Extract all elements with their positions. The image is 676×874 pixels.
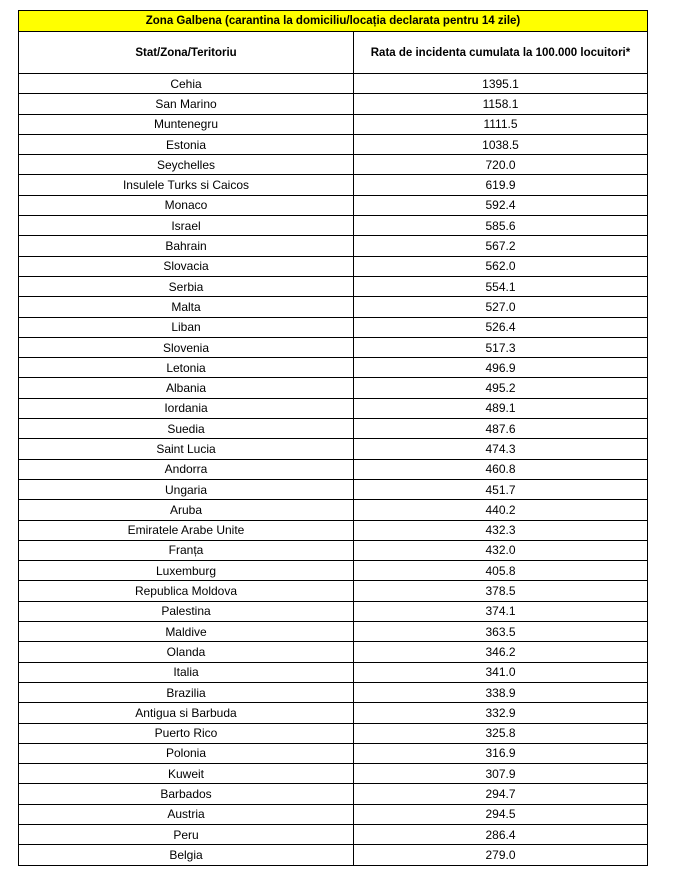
- country-cell: Emiratele Arabe Unite: [19, 520, 354, 540]
- table-row: [19, 804, 648, 824]
- column-header-country: Stat/Zona/Teritoriu: [19, 32, 354, 74]
- country-cell: San Marino: [19, 94, 354, 114]
- country-cell: Belgia: [19, 845, 354, 865]
- incidence-rate-cell: 286.4: [354, 824, 648, 844]
- incidence-rate-cell: 378.5: [354, 581, 648, 601]
- incidence-rate-cell: 374.1: [354, 601, 648, 621]
- incidence-rate-cell: 440.2: [354, 500, 648, 520]
- country-cell: Slovacia: [19, 256, 354, 276]
- incidence-rate-cell: 592.4: [354, 195, 648, 215]
- incidence-rate-cell: 405.8: [354, 561, 648, 581]
- table-row: [19, 459, 648, 479]
- table-row: [19, 114, 648, 134]
- incidence-rate-cell: 316.9: [354, 743, 648, 763]
- table-row: [19, 662, 648, 682]
- incidence-rate-cell: 1111.5: [354, 114, 648, 134]
- incidence-rate-cell: 554.1: [354, 276, 648, 296]
- incidence-rate-cell: 460.8: [354, 459, 648, 479]
- country-cell: Antigua si Barbuda: [19, 703, 354, 723]
- incidence-rate-cell: 432.3: [354, 520, 648, 540]
- table-title: Zona Galbena (carantina la domiciliu/locația declarata pentru 14 zile): [19, 11, 648, 32]
- table-row: [19, 419, 648, 439]
- table-row: [19, 256, 648, 276]
- country-cell: Malta: [19, 297, 354, 317]
- incidence-rate-cell: 432.0: [354, 540, 648, 560]
- incidence-rate-cell: 720.0: [354, 155, 648, 175]
- country-cell: Franța: [19, 540, 354, 560]
- table-row: [19, 297, 648, 317]
- country-cell: Polonia: [19, 743, 354, 763]
- country-cell: Olanda: [19, 642, 354, 662]
- incidence-rate-cell: 585.6: [354, 216, 648, 236]
- country-cell: Bahrain: [19, 236, 354, 256]
- table-row: [19, 561, 648, 581]
- yellow-zone-table: [18, 10, 648, 866]
- table-row: [19, 276, 648, 296]
- incidence-rate-cell: 332.9: [354, 703, 648, 723]
- table-row: [19, 317, 648, 337]
- incidence-rate-cell: 495.2: [354, 378, 648, 398]
- country-cell: Puerto Rico: [19, 723, 354, 743]
- table-row: [19, 216, 648, 236]
- table-row: [19, 74, 648, 94]
- country-cell: Serbia: [19, 276, 354, 296]
- country-cell: Muntenegru: [19, 114, 354, 134]
- country-cell: Suedia: [19, 419, 354, 439]
- country-cell: Seychelles: [19, 155, 354, 175]
- country-cell: Peru: [19, 824, 354, 844]
- country-cell: Maldive: [19, 622, 354, 642]
- country-cell: Monaco: [19, 195, 354, 215]
- incidence-rate-cell: 526.4: [354, 317, 648, 337]
- table-row: [19, 378, 648, 398]
- country-cell: Andorra: [19, 459, 354, 479]
- country-cell: Saint Lucia: [19, 439, 354, 459]
- incidence-rate-cell: 307.9: [354, 764, 648, 784]
- table-row: [19, 824, 648, 844]
- table-row: [19, 155, 648, 175]
- table-row: [19, 134, 648, 154]
- country-cell: Insulele Turks si Caicos: [19, 175, 354, 195]
- incidence-rate-cell: 346.2: [354, 642, 648, 662]
- country-cell: Italia: [19, 662, 354, 682]
- country-cell: Israel: [19, 216, 354, 236]
- incidence-rate-cell: 489.1: [354, 398, 648, 418]
- country-cell: Kuweit: [19, 764, 354, 784]
- incidence-rate-cell: 341.0: [354, 662, 648, 682]
- incidence-rate-cell: 338.9: [354, 682, 648, 702]
- table-row: [19, 764, 648, 784]
- incidence-rate-cell: 567.2: [354, 236, 648, 256]
- incidence-rate-cell: 325.8: [354, 723, 648, 743]
- table-row: [19, 601, 648, 621]
- incidence-rate-cell: 527.0: [354, 297, 648, 317]
- table-row: [19, 622, 648, 642]
- table-row: [19, 784, 648, 804]
- column-header-incidence-rate: Rata de incidenta cumulata la 100.000 locuitori*: [354, 32, 648, 74]
- table-row: [19, 439, 648, 459]
- country-cell: Aruba: [19, 500, 354, 520]
- incidence-rate-cell: 279.0: [354, 845, 648, 865]
- table-row: [19, 642, 648, 662]
- table-row: [19, 479, 648, 499]
- table-row: [19, 743, 648, 763]
- table-row: [19, 581, 648, 601]
- country-cell: Barbados: [19, 784, 354, 804]
- table-row: [19, 682, 648, 702]
- table-row: [19, 398, 648, 418]
- country-cell: Cehia: [19, 74, 354, 94]
- incidence-rate-cell: 451.7: [354, 479, 648, 499]
- table-row: [19, 94, 648, 114]
- incidence-rate-cell: 619.9: [354, 175, 648, 195]
- country-cell: Austria: [19, 804, 354, 824]
- incidence-rate-cell: 496.9: [354, 358, 648, 378]
- table-row: [19, 337, 648, 357]
- incidence-rate-cell: 474.3: [354, 439, 648, 459]
- incidence-rate-cell: 517.3: [354, 337, 648, 357]
- table-row: [19, 175, 648, 195]
- table-body: [19, 74, 648, 866]
- country-cell: Republica Moldova: [19, 581, 354, 601]
- table-row: [19, 723, 648, 743]
- incidence-rate-cell: 1395.1: [354, 74, 648, 94]
- incidence-rate-cell: 294.5: [354, 804, 648, 824]
- incidence-rate-cell: 294.7: [354, 784, 648, 804]
- table-row: [19, 500, 648, 520]
- table-row: [19, 358, 648, 378]
- country-cell: Ungaria: [19, 479, 354, 499]
- country-cell: Liban: [19, 317, 354, 337]
- country-cell: Letonia: [19, 358, 354, 378]
- incidence-rate-cell: 1038.5: [354, 134, 648, 154]
- country-cell: Luxemburg: [19, 561, 354, 581]
- country-cell: Iordania: [19, 398, 354, 418]
- incidence-rate-cell: 562.0: [354, 256, 648, 276]
- country-cell: Estonia: [19, 134, 354, 154]
- table-row: [19, 845, 648, 865]
- table-row: [19, 703, 648, 723]
- table-row: [19, 520, 648, 540]
- table-row: [19, 540, 648, 560]
- incidence-rate-cell: 363.5: [354, 622, 648, 642]
- table-row: [19, 195, 648, 215]
- incidence-rate-cell: 487.6: [354, 419, 648, 439]
- country-cell: Brazilia: [19, 682, 354, 702]
- table-row: [19, 236, 648, 256]
- country-cell: Albania: [19, 378, 354, 398]
- country-cell: Slovenia: [19, 337, 354, 357]
- incidence-rate-cell: 1158.1: [354, 94, 648, 114]
- country-cell: Palestina: [19, 601, 354, 621]
